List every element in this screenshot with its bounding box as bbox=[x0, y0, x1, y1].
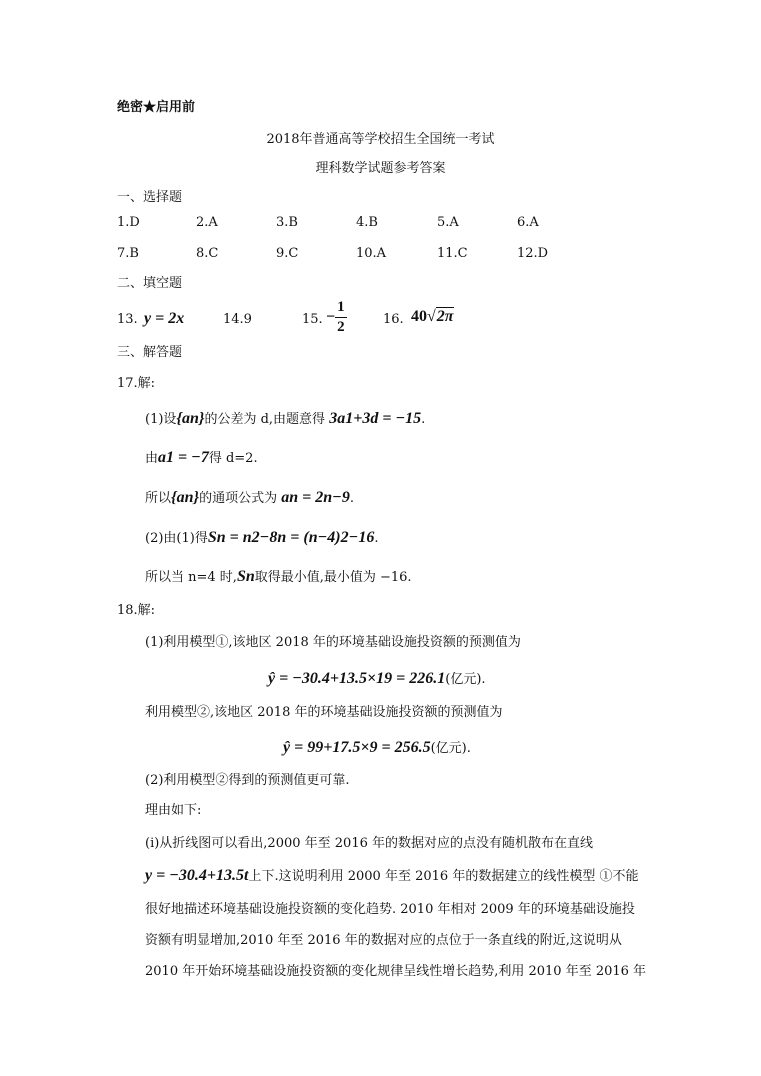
choice-answer-11: 11.C bbox=[437, 246, 468, 261]
p17-l3-prefix: 所以 bbox=[145, 491, 172, 506]
p18-line-9: 2010 年开始环境基础设施投资额的变化规律呈线性增长趋势,利用 2010 年至 2016 年 bbox=[145, 964, 647, 979]
p18-line-2: 利用模型②,该地区 2018 年的环境基础设施投资额的预测值为 bbox=[145, 705, 503, 720]
fill-answer-14: 14.9 bbox=[223, 312, 252, 327]
choice-answer-2: 2.A bbox=[196, 215, 218, 230]
fraction bbox=[335, 299, 347, 336]
classification-label: 绝密★启用前 bbox=[117, 100, 196, 115]
p17-l5-suffix: 取得最小值,最小值为 −16. bbox=[254, 570, 412, 585]
fill-label-16: 16. bbox=[383, 312, 404, 327]
radicand: 2π bbox=[436, 308, 454, 325]
p18-line-8: 资额有明显增加,2010 年至 2016 年的数据对应的点位于一条直线的附近,这说明从 bbox=[145, 933, 622, 948]
fill-answer-13: y = 2x bbox=[144, 310, 185, 327]
fill-answer-15 bbox=[326, 299, 347, 336]
p18-line-5: (ⅰ)从折线图可以看出,2000 年至 2016 年的数据对应的点没有随机散布在直线 bbox=[145, 836, 593, 851]
choice-answer-4: 4.B bbox=[356, 215, 378, 230]
radical-icon: √ bbox=[427, 308, 436, 325]
unit-2: (亿元). bbox=[430, 741, 471, 756]
choice-answer-10: 10.A bbox=[356, 246, 387, 261]
choice-answer-9: 9.C bbox=[276, 246, 299, 261]
fill-label-15: 15. bbox=[302, 312, 323, 327]
p18-equation-2 bbox=[283, 740, 471, 756]
section-heading-solution: 三、解答题 bbox=[117, 345, 183, 360]
p17-equation-1: 3a1+3d = −15 bbox=[329, 410, 422, 427]
choice-answer-5: 5.A bbox=[437, 215, 459, 230]
p17-line-2 bbox=[145, 450, 258, 466]
p17-l1-mid: 的公差为 d,由题意得 bbox=[204, 412, 326, 427]
choice-answer-8: 8.C bbox=[196, 246, 219, 261]
p17-line-5 bbox=[145, 569, 412, 585]
p17-l5-prefix: 所以当 n=4 时, bbox=[145, 570, 237, 585]
p17-l3-mid: 的通项公式为 bbox=[199, 491, 278, 506]
p17-line-4: (2)由(1)得Sn = n2−8n = (n−4)2−16. bbox=[145, 529, 379, 546]
p17-line-1: (1)设{an}的公差为 d,由题意得 3a1+3d = −15. bbox=[145, 410, 426, 427]
choice-answer-1: 1.D bbox=[117, 215, 140, 230]
p17-line-3: 所以{an}的通项公式为 an = 2n−9. bbox=[145, 489, 354, 506]
p17-l2-suffix: 得 d=2. bbox=[208, 451, 258, 466]
choice-answer-12: 12.D bbox=[517, 246, 549, 261]
sequence-symbol-2: {an} bbox=[171, 489, 200, 506]
p18-line-1: (1)利用模型①,该地区 2018 年的环境基础设施投资额的预测值为 bbox=[145, 635, 521, 650]
minus-sign: − bbox=[326, 308, 336, 326]
p17-equation-4: Sn = n2−8n = (n−4)2−16 bbox=[207, 529, 375, 546]
section-heading-choice: 一、选择题 bbox=[117, 190, 183, 205]
sequence-symbol: {an} bbox=[176, 410, 205, 427]
fraction-numerator: 1 bbox=[335, 299, 347, 318]
choice-answer-6: 6.A bbox=[517, 215, 539, 230]
regression-line-eq: y = −30.4+13.5t bbox=[145, 867, 249, 884]
choice-answer-3: 3.B bbox=[276, 215, 298, 230]
document-subtitle: 理科数学试题参考答案 bbox=[315, 161, 446, 176]
p17-equation-3: an = 2n−9 bbox=[281, 489, 350, 506]
p18-line-4: 理由如下: bbox=[145, 803, 202, 818]
p18-line-7: 很好地描述环境基础设施投资额的变化趋势. 2010 年相对 2009 年的环境基础设施投 bbox=[145, 902, 635, 917]
p18-line-3: (2)利用模型②得到的预测值更可靠. bbox=[145, 773, 350, 788]
unit-1: (亿元). bbox=[445, 672, 486, 687]
coefficient: 40 bbox=[411, 308, 427, 325]
fraction-denominator: 2 bbox=[337, 319, 345, 335]
p18-l6-text: 上下.这说明利用 2000 年至 2016 年的数据建立的线性模型 ①不能 bbox=[248, 869, 639, 884]
document-title: 2018年普通高等学校招生全国统一考试 bbox=[266, 132, 495, 147]
sum-symbol: Sn bbox=[236, 568, 255, 585]
p17-l2-prefix: 由 bbox=[145, 451, 159, 466]
choice-answer-7: 7.B bbox=[117, 246, 139, 261]
problem-18-label: 18.解: bbox=[117, 603, 156, 618]
p18-equation-1 bbox=[268, 671, 486, 687]
problem-17-label: 17.解: bbox=[117, 376, 156, 391]
prediction-eq-2: ŷ = 99+17.5×9 = 256.5 bbox=[283, 739, 431, 756]
p17-l1-prefix: (1)设 bbox=[145, 412, 177, 427]
p17-l4-prefix: (2)由(1)得 bbox=[145, 531, 208, 546]
p17-equation-2: a1 = −7 bbox=[158, 449, 209, 466]
prediction-eq-1: ŷ = −30.4+13.5×19 = 226.1 bbox=[268, 670, 446, 687]
fill-label-13: 13. bbox=[117, 312, 138, 327]
section-heading-fill: 二、填空题 bbox=[117, 276, 183, 291]
p18-line-6 bbox=[145, 868, 638, 884]
fill-answer-16 bbox=[411, 309, 454, 325]
